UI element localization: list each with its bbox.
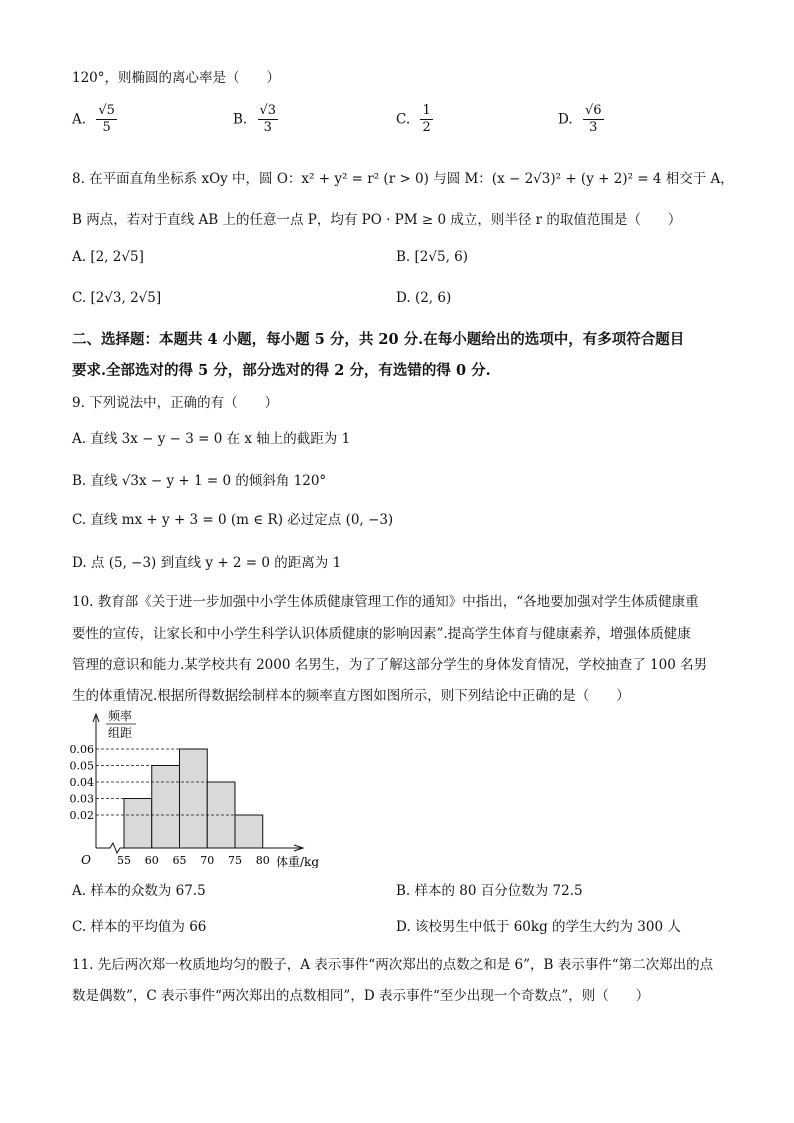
q7-option-d-fraction [583, 104, 604, 136]
section2-header-line2: 要求.全部选对的得 5 分，部分选对的得 2 分，有选错的得 0 分. [72, 362, 491, 379]
q7-option-d-label: D. [558, 111, 573, 128]
y-tick-label-0.06: 0.06 [69, 743, 94, 756]
x-tick-label-80: 80 [255, 854, 270, 867]
q7-option-b [233, 104, 278, 136]
q7-option-b-fraction [258, 104, 279, 136]
q10-stem-line1: 10. 教育部《关于进一步加强中小学生体质健康管理工作的通知》中指出，“各地要加强对学生体质健康重 [72, 594, 699, 610]
q7-a-num: √5 [96, 104, 117, 120]
y-tick-label-0.02: 0.02 [69, 809, 94, 822]
q8-option-b-label: B. [396, 249, 411, 265]
q8-option-b [396, 249, 468, 265]
q7-stem-tail: 120°，则椭圆的离心率是（ ） [72, 70, 281, 86]
section2-header-line1: 二、选择题：本题共 4 小题，每小题 5 分，共 20 分.在每小题给出的选项中，有多项符合题目 [72, 331, 685, 348]
histogram-bar-55-60 [124, 799, 152, 849]
q7-option-b-label: B. [233, 111, 248, 128]
q9-stem: 9. 下列说法中，正确的有（ ） [72, 395, 279, 411]
x-tick-label-60: 60 [144, 854, 159, 867]
q8-option-a-text: [2, 2√5] [90, 249, 144, 265]
y-tick-label-0.05: 0.05 [69, 759, 94, 773]
q8-stem-line1: 8. 在平面直角坐标系 xOy 中，圆 O：x² + y² = r² (r > 0) 与圆 M：(x − 2√3)² + (y + 2)² = 4 相交于 A， [72, 171, 734, 187]
q10-option-d: D. 该校男生中低于 60kg 的学生大约为 300 人 [396, 919, 681, 935]
q8-option-d-text: (2, 6) [414, 290, 452, 306]
y-tick-label-0.04: 0.04 [69, 776, 94, 789]
q9-option-c: C. 直线 mx + y + 3 = 0 (m ∈ R) 必过定点 (0, −3) [72, 512, 394, 528]
q10-stem-line3: 管理的意识和能力.某学校共有 2000 名男生，为了了解这部分学生的身体发育情况，学校抽查了 100 名男 [72, 657, 708, 673]
x-axis-label: 体重/kg [276, 855, 319, 868]
q8-option-c-text: [2√3, 2√5] [90, 290, 162, 306]
q7-c-num: 1 [420, 104, 432, 120]
frequency-histogram [66, 708, 346, 868]
q10-stem-line4: 生的体重情况.根据所得数据绘制样本的频率直方图如图所示，则下列结论中正确的是（ ） [72, 688, 630, 704]
q9-option-b: B. 直线 √3x − y + 1 = 0 的倾斜角 120° [72, 473, 327, 489]
q9-option-a: A. 直线 3x − y − 3 = 0 在 x 轴上的截距为 1 [72, 431, 351, 447]
q8-option-c-label: C. [72, 290, 87, 306]
q8-option-b-text: [2√5, 6) [414, 249, 469, 265]
q7-d-den: 3 [589, 120, 598, 136]
q7-option-c-fraction [420, 104, 432, 136]
q10-option-b: B. 样本的 80 百分位数为 72.5 [396, 883, 583, 899]
y-axis-label-bottom: 组距 [108, 726, 133, 740]
y-axis-label-top: 频率 [108, 709, 133, 723]
x-tick-label-55: 55 [117, 854, 131, 867]
q8-option-d [396, 290, 451, 306]
q11-stem-line1: 11. 先后两次郑一枚质地均匀的骰子，A 表示事件“两次郑出的点数之和是 6”，B 表示事件“第二次郑出的点 [72, 957, 714, 973]
q8-option-d-label: D. [396, 290, 411, 306]
q10-option-a: A. 样本的众数为 67.5 [72, 883, 206, 899]
q7-b-den: 3 [263, 120, 272, 136]
y-tick-label-0.03: 0.03 [69, 792, 94, 806]
q8-option-c [72, 290, 161, 306]
x-tick-label-75: 75 [228, 854, 242, 867]
histogram-bar-60-65 [152, 766, 180, 849]
q8-stem-line2: B 两点，若对于直线 AB 上的任意一点 P，均有 PO · PM ≥ 0 成立，则半径 r 的取值范围是（ ） [72, 212, 682, 228]
q7-d-num: √6 [583, 104, 604, 120]
q7-option-a-fraction [96, 104, 117, 136]
q7-a-den: 5 [102, 120, 111, 136]
q9-option-d: D. 点 (5, −3) 到直线 y + 2 = 0 的距离为 1 [72, 555, 342, 571]
q7-b-num: √3 [258, 104, 279, 120]
histogram-bar-75-80 [235, 815, 263, 848]
histogram-bar-65-70 [180, 749, 208, 848]
q7-option-a-label: A. [72, 111, 87, 128]
x-tick-label-70: 70 [200, 854, 215, 867]
x-tick-label-65: 65 [172, 854, 187, 867]
q10-stem-line2: 要性的宣传，让家长和中小学生科学认识体质健康的影响因素”.提高学生体育与健康素养，增强体质健康 [72, 626, 691, 642]
q7-option-c [396, 104, 433, 136]
q11-stem-line2: 数是偶数”，C 表示事件“两次郑出的点数相同”，D 表示事件“至少出现一个奇数点”，则（ ） [72, 988, 650, 1004]
q7-option-d [558, 104, 604, 136]
q10-option-c: C. 样本的平均值为 66 [72, 919, 207, 935]
origin-label: O [81, 853, 91, 867]
q8-option-a-label: A. [72, 249, 87, 265]
q7-c-den: 2 [422, 120, 431, 136]
q7-option-c-label: C. [396, 111, 411, 128]
q7-option-a [72, 104, 117, 136]
q8-option-a [72, 249, 144, 265]
